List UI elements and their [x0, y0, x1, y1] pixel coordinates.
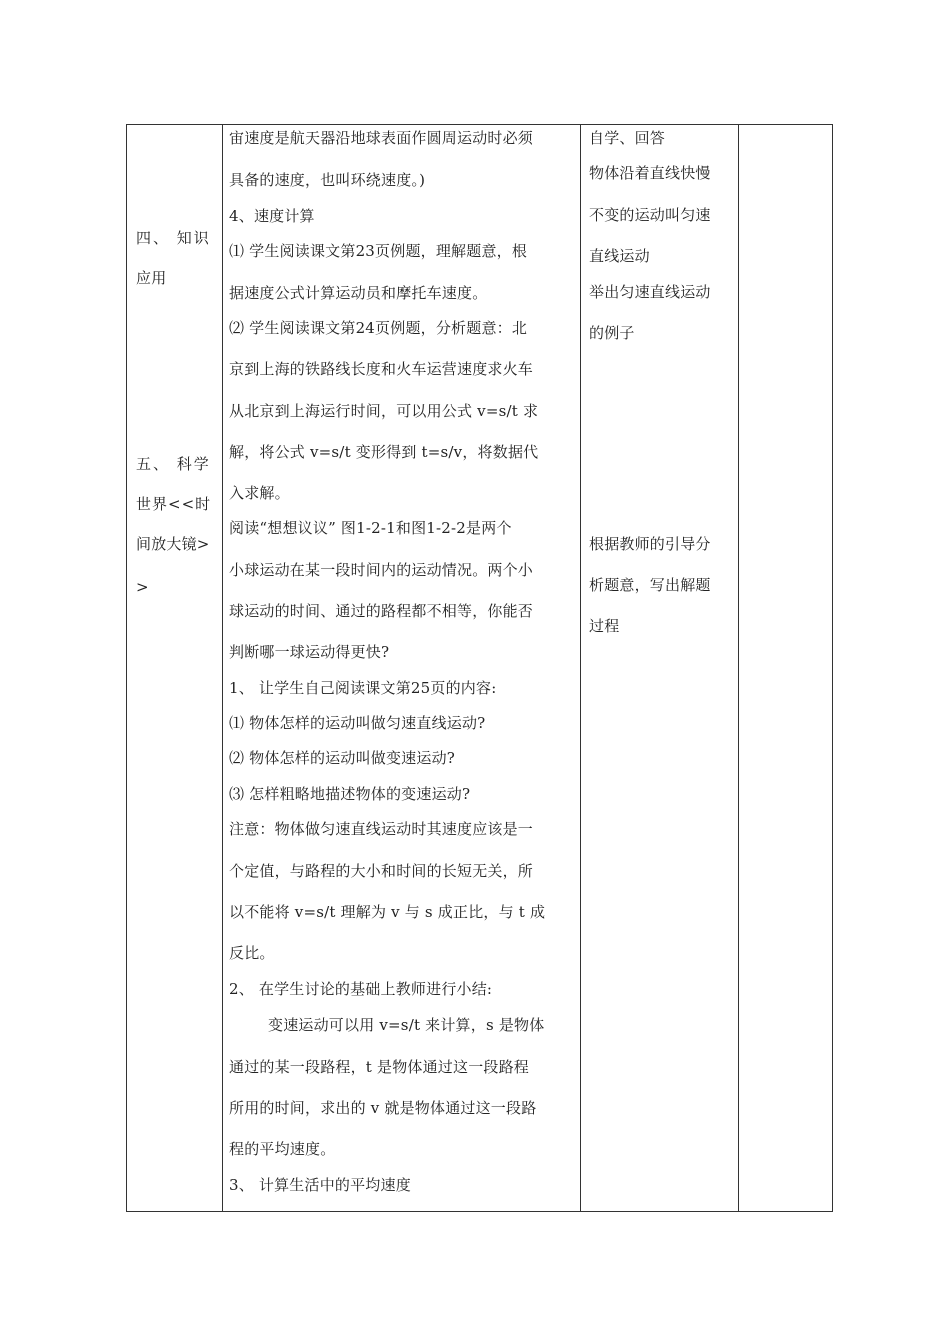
content-line: 3、 计算生活中的平均速度: [229, 1176, 411, 1194]
section-heading-line: 五、 科学: [136, 455, 211, 473]
section-heading-line: 世界<<时: [136, 495, 212, 513]
content-line: 入求解。: [229, 484, 290, 502]
column-divider: [222, 125, 223, 1211]
content-line: 2、 在学生讨论的基础上教师进行小结:: [229, 980, 493, 998]
content-line: ⑵ 物体怎样的运动叫做变速运动?: [229, 749, 456, 767]
content-line: 通过的某一段路程，t 是物体通过这一段路程: [229, 1058, 529, 1076]
content-line: 小球运动在某一段时间内的运动情况。两个小: [229, 561, 534, 579]
section-heading-line: 间放大镜>: [136, 535, 210, 553]
activity-line: 物体沿着直线快慢: [589, 164, 711, 182]
section-heading-line: 应用: [136, 269, 167, 287]
content-line: 所用的时间，求出的 v 就是物体通过这一段路: [229, 1099, 537, 1117]
section-heading-line: 四、 知识: [136, 229, 211, 247]
activity-line: 直线运动: [589, 247, 650, 265]
activity-line: 自学、回答: [589, 129, 666, 147]
content-line: 以不能将 v=s/t 理解为 v 与 s 成正比，与 t 成: [229, 903, 546, 921]
content-line: 阅读“想想议议” 图1-2-1和图1-2-2是两个: [229, 519, 512, 537]
activity-line: 的例子: [589, 324, 635, 342]
content-line: 宙速度是航天器沿地球表面作圆周运动时必须: [229, 129, 534, 147]
content-line: 程的平均速度。: [229, 1140, 336, 1158]
content-line: 具备的速度，也叫环绕速度。): [229, 171, 426, 189]
content-line: ⑴ 学生阅读课文第23页例题，理解题意，根: [229, 242, 528, 260]
content-line: 个定值，与路程的大小和时间的长短无关，所: [229, 862, 534, 880]
content-line: 注意：物体做匀速直线运动时其速度应该是一: [229, 820, 534, 838]
content-line: 变速运动可以用 v=s/t 来计算，s 是物体: [268, 1016, 545, 1034]
content-line: 4、速度计算: [229, 207, 315, 225]
content-line: ⑶ 怎样粗略地描述物体的变速运动?: [229, 785, 471, 803]
content-line: 1、 让学生自己阅读课文第25页的内容:: [229, 679, 497, 697]
content-line: 据速度公式计算运动员和摩托车速度。: [229, 284, 488, 302]
content-line: 判断哪一球运动得更快?: [229, 643, 390, 661]
section-heading-line: >: [136, 578, 149, 596]
activity-line: 根据教师的引导分: [589, 535, 711, 553]
content-line: 从北京到上海运行时间，可以用公式 v=s/t 求: [229, 402, 539, 420]
content-line: 反比。: [229, 944, 275, 962]
content-line: ⑴ 物体怎样的运动叫做匀速直线运动?: [229, 714, 486, 732]
activity-line: 过程: [589, 617, 620, 635]
content-line: 球运动的时间、通过的路程都不相等，你能否: [229, 602, 534, 620]
column-divider: [580, 125, 581, 1211]
activity-line: 举出匀速直线运动: [589, 283, 711, 301]
activity-line: 析题意，写出解题: [589, 576, 711, 594]
column-divider: [738, 125, 739, 1211]
activity-line: 不变的运动叫匀速: [589, 206, 711, 224]
content-line: ⑵ 学生阅读课文第24页例题，分析题意：北: [229, 319, 528, 337]
content-line: 京到上海的铁路线长度和火车运营速度求火车: [229, 360, 534, 378]
content-line: 解，将公式 v=s/t 变形得到 t=s/v，将数据代: [229, 443, 539, 461]
